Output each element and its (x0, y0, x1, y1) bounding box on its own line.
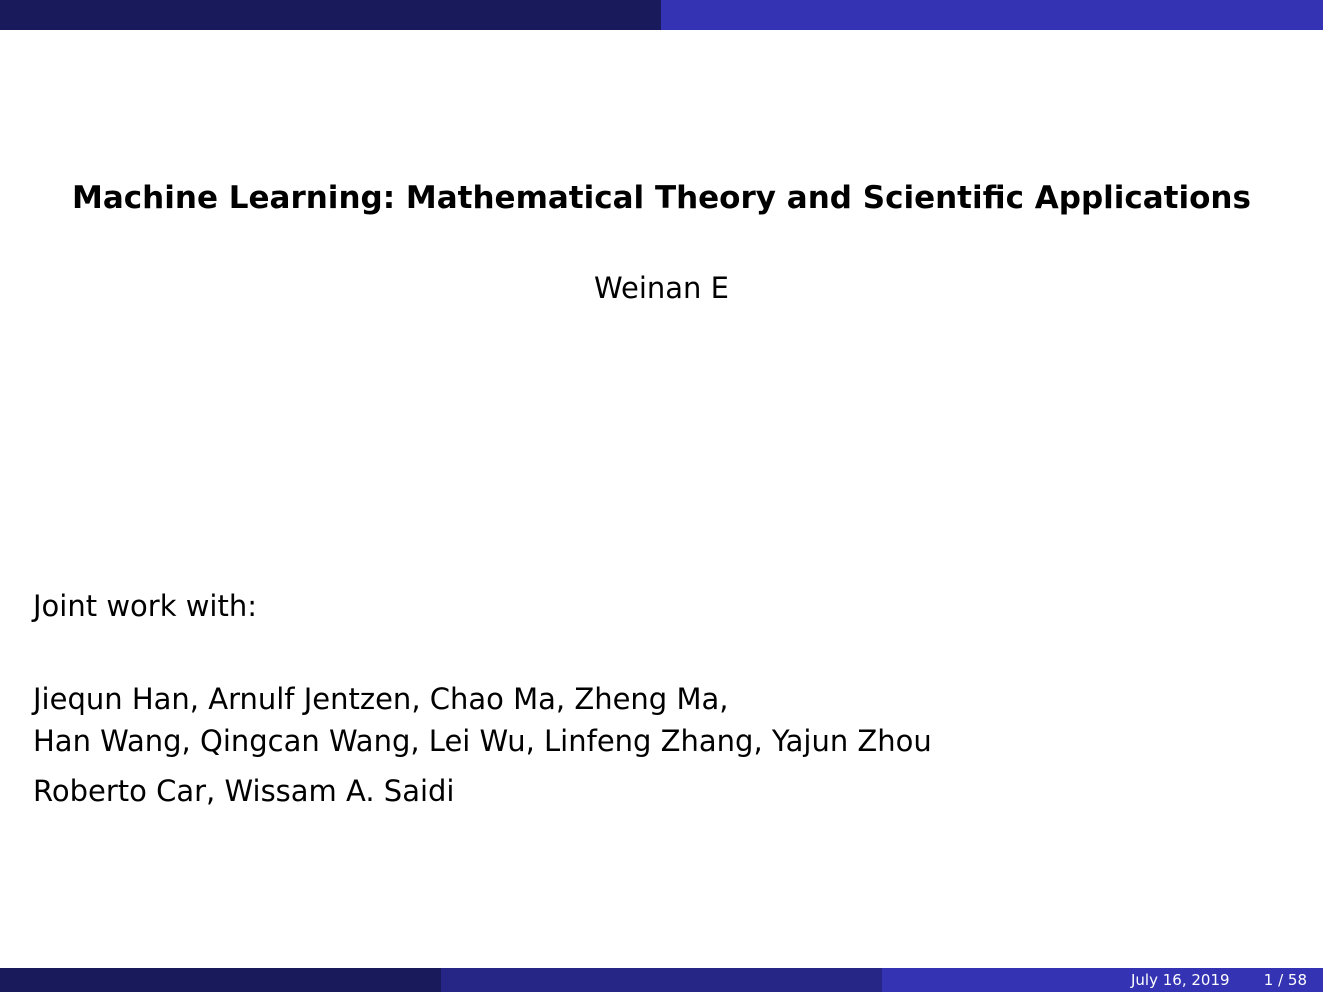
slide-title: Machine Learning: Mathematical Theory and Scientific Applications (72, 180, 1251, 216)
coauthor-line-2: Han Wang, Qingcan Wang, Lei Wu, Linfeng Zhang, Yajun Zhou (33, 724, 932, 758)
footer-segment-right (882, 968, 1323, 992)
coauthor-line-1: Jiequn Han, Arnulf Jentzen, Chao Ma, Zheng Ma, (33, 682, 729, 716)
header-bar (0, 0, 1323, 30)
header-bar-left (0, 0, 661, 30)
coauthor-list (33, 678, 932, 762)
header-bar-right (661, 0, 1323, 30)
slide-author: Weinan E (594, 271, 729, 305)
joint-work-label: Joint work with: (33, 589, 258, 623)
footer-segment-middle (441, 968, 882, 992)
footer-segment-left (0, 968, 441, 992)
coauthor-line-3: Roberto Car, Wissam A. Saidi (33, 774, 455, 808)
footer-page-number: 1 / 58 (1263, 971, 1307, 989)
footer-date: July 16, 2019 (1131, 971, 1230, 989)
footer-bar (0, 968, 1323, 992)
